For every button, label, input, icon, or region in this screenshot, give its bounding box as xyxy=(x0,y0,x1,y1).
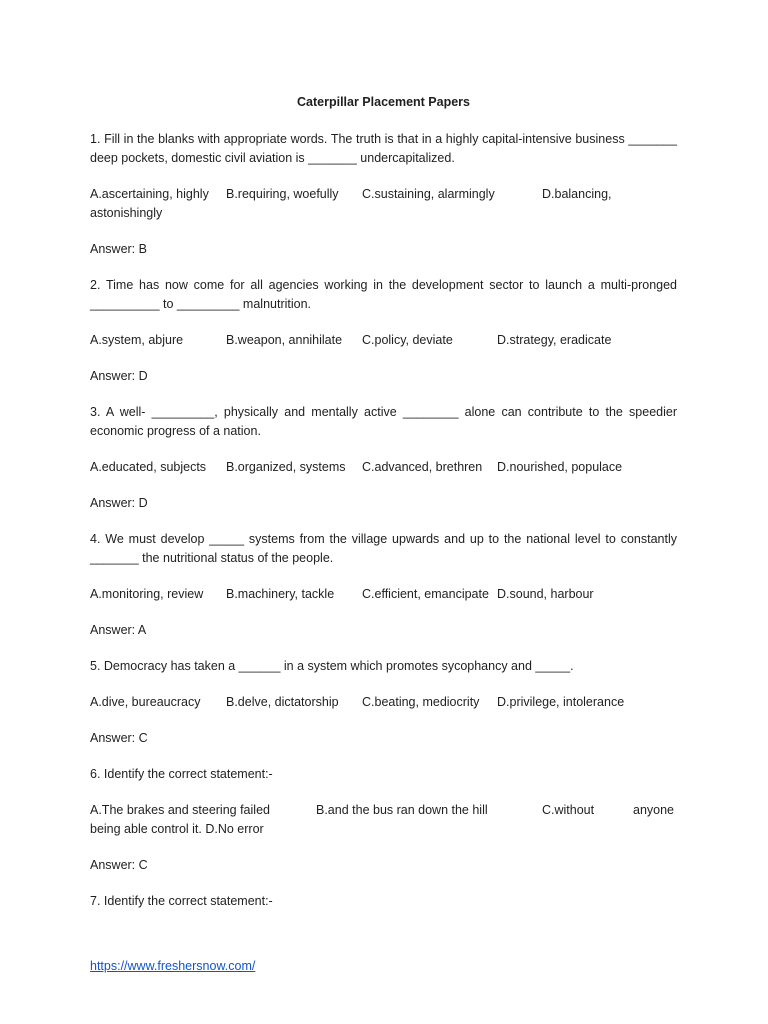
option-a: A.educated, subjects xyxy=(90,460,207,474)
options-2 xyxy=(90,331,677,350)
answer-5: Answer: C xyxy=(90,731,148,745)
question-2: 2. Time has now come for all agencies working in the development sector to launch a multi-pronged __________ to _________ malnutrition. xyxy=(90,278,677,311)
option-a: A.monitoring, review xyxy=(90,587,204,601)
option-a: A.The brakes and steering failed xyxy=(90,803,270,817)
option-b: B.organized, systems xyxy=(226,460,346,474)
options-6-line-2: being able control it. D.No error xyxy=(90,822,264,836)
option-a: A.ascertaining, highly xyxy=(90,187,209,201)
question-5: 5. Democracy has taken a ______ in a system which promotes sycophancy and _____. xyxy=(90,659,574,673)
option-c-continued: anyone xyxy=(633,803,675,817)
option-a: A.system, abjure xyxy=(90,333,184,347)
option-d: D.nourished, populace xyxy=(497,460,623,474)
options-5 xyxy=(90,693,677,712)
option-b: B.and the bus ran down the hill xyxy=(316,803,488,817)
option-b: B.machinery, tackle xyxy=(226,587,335,601)
question-3: 3. A well- _________, physically and mentally active ________ alone can contribute to the speedier economic progress of a nation. xyxy=(90,405,677,438)
option-c: C.without xyxy=(542,803,595,817)
answer-3: Answer: D xyxy=(90,496,148,510)
answer-6: Answer: C xyxy=(90,858,148,872)
question-7: 7. Identify the correct statement:- xyxy=(90,894,273,908)
page-title: Caterpillar Placement Papers xyxy=(297,95,470,109)
option-d: D.privilege, intolerance xyxy=(497,695,625,709)
options-1 xyxy=(90,185,677,223)
options-4 xyxy=(90,585,677,604)
option-b: B.delve, dictatorship xyxy=(226,695,339,709)
option-c: C.advanced, brethren xyxy=(362,460,483,474)
answer-2: Answer: D xyxy=(90,369,148,383)
option-c: C.sustaining, alarmingly xyxy=(362,187,495,201)
option-d-continued: astonishingly xyxy=(90,206,163,220)
footer-link[interactable]: https://www.freshersnow.com/ xyxy=(90,959,256,973)
option-d: D.balancing, xyxy=(542,187,612,201)
question-4: 4. We must develop _____ systems from the village upwards and up to the national level to constantly _______ the nutritional status of the people. xyxy=(90,532,677,565)
option-b: B.weapon, annihilate xyxy=(226,333,343,347)
option-d: D.strategy, eradicate xyxy=(497,333,612,347)
answer-4: Answer: A xyxy=(90,623,147,637)
option-c: C.policy, deviate xyxy=(362,333,453,347)
document-page xyxy=(90,93,677,928)
option-d: D.sound, harbour xyxy=(497,587,594,601)
question-1: 1. Fill in the blanks with appropriate words. The truth is that in a highly capital-intensive business _______ deep pockets, domestic civil aviation is _______ undercapitalized. xyxy=(90,132,677,165)
option-c: C.beating, mediocrity xyxy=(362,695,480,709)
option-b: B.requiring, woefully xyxy=(226,187,339,201)
question-6: 6. Identify the correct statement:- xyxy=(90,767,273,781)
answer-1: Answer: B xyxy=(90,242,147,256)
options-3 xyxy=(90,458,677,477)
option-a: A.dive, bureaucracy xyxy=(90,695,201,709)
options-6 xyxy=(90,801,677,839)
option-c: C.efficient, emancipate xyxy=(362,587,489,601)
